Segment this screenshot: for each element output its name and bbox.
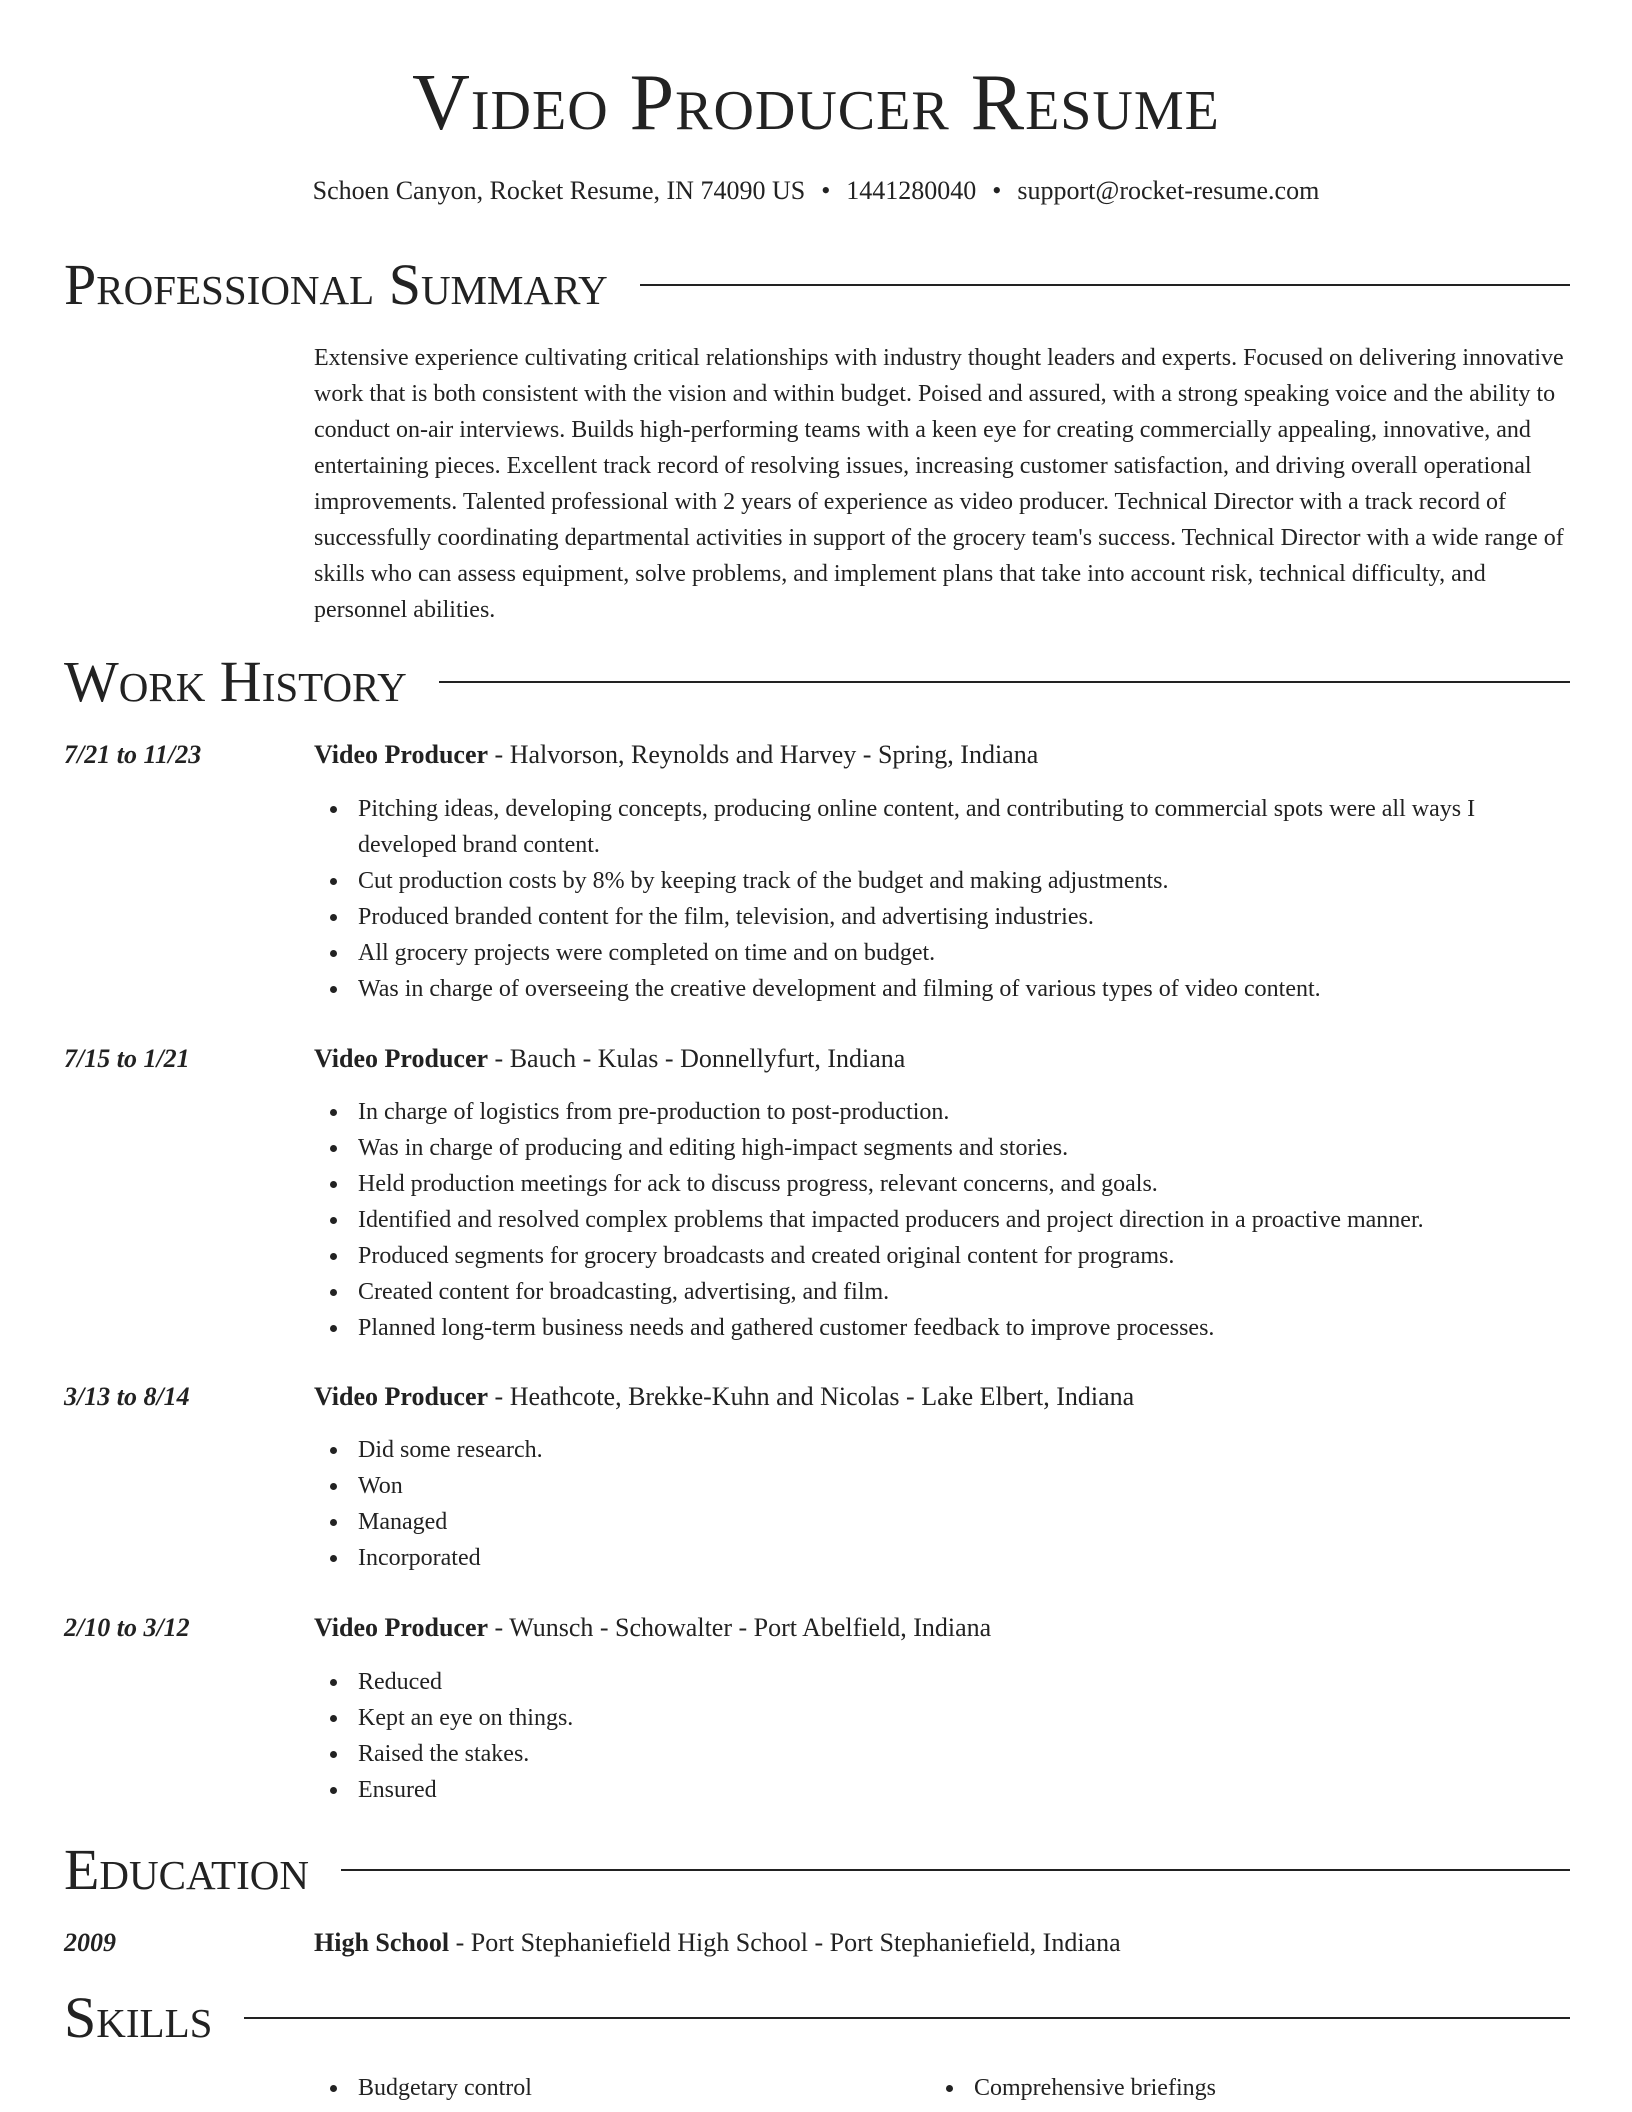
job-heading <box>314 1381 1134 1413</box>
list-item: Created content for broadcasting, advertising, and film. <box>314 1274 1570 1310</box>
education-details: - Port Stephaniefield High School - Port Stephaniefield, Indiana <box>449 1928 1121 1957</box>
list-item: Raised the stakes. <box>314 1736 1570 1772</box>
skills-section-heading <box>64 1986 1570 2050</box>
section-title-summary: Professional Summary <box>64 252 608 317</box>
skill-item: Budgetary control <box>314 2070 930 2106</box>
section-divider <box>341 1869 1570 1871</box>
summary-text: Extensive experience cultivating critical relationships with industry thought leaders and experts. Focused on delivering innovative work that is both consistent with the vision and within budget. Poised and assured, with a strong speaking voice and the ability to conduct on-air interviews. Builds high-performing teams with a keen eye for creating commercially appealing, innovative, and entertaining pieces. Excellent track record of resolving issues, increasing customer satisfaction, and driving overall operational improvements. Talented professional with 2 years of experience as video producer. Technical Director with a track record of successfully coordinating departmental activities in support of the grocery team's success. Technical Director with a wide range of skills who can assess equipment, solve problems, and implement plans that take into account risk, technical difficulty, and personnel abilities. <box>314 345 1564 623</box>
list-item: Pitching ideas, developing concepts, producing online content, and contributing to commercial spots were all ways I developed brand content. <box>314 791 1570 863</box>
list-item: All grocery projects were completed on time and on budget. <box>314 935 1570 971</box>
education-degree: High School <box>314 1928 450 1957</box>
job-heading <box>314 739 1038 771</box>
summary-section-heading <box>64 253 1570 317</box>
list-item: Incorporated <box>314 1540 1570 1576</box>
list-item: Did some research. <box>314 1432 1570 1468</box>
list-item: Reduced <box>314 1664 1570 1700</box>
list-item: Was in charge of overseeing the creative development and filming of various types of video content. <box>314 971 1570 1007</box>
list-item: Cut production costs by 8% by keeping track of the budget and making adjustments. <box>314 863 1570 899</box>
job-title: Video Producer <box>314 1044 489 1073</box>
job-bullets <box>314 1664 1570 1808</box>
education-heading <box>314 1927 1121 1959</box>
job-dates: 3/13 to 8/14 <box>64 1382 190 1411</box>
skills-column-left <box>314 2070 930 2106</box>
skills-grid <box>314 2070 1570 2106</box>
list-item: Planned long-term business needs and gathered customer feedback to improve processes. <box>314 1310 1570 1346</box>
job-dates: 2/10 to 3/12 <box>64 1613 190 1642</box>
job-title: Video Producer <box>314 1382 489 1411</box>
section-divider <box>439 681 1570 683</box>
job-title: Video Producer <box>314 740 489 769</box>
list-item: Produced segments for grocery broadcasts and created original content for programs. <box>314 1238 1570 1274</box>
job-details: - Halvorson, Reynolds and Harvey - Spring, Indiana <box>488 740 1039 769</box>
job-bullets <box>314 1094 1570 1346</box>
section-divider <box>640 284 1570 286</box>
job-details: - Heathcote, Brekke-Kuhn and Nicolas - Lake Elbert, Indiana <box>488 1382 1135 1411</box>
job-bullets <box>314 791 1570 1007</box>
contact-email: support@rocket-resume.com <box>1017 176 1320 205</box>
job-dates: 7/15 to 1/21 <box>64 1044 190 1073</box>
contact-separator: • <box>821 176 831 205</box>
skills-column-right <box>930 2070 1546 2106</box>
job-title: Video Producer <box>314 1613 489 1642</box>
section-title-education: Education <box>64 1837 309 1902</box>
job-heading <box>314 1612 991 1644</box>
resume-title: Video Producer Resume <box>412 59 1220 147</box>
list-item: Identified and resolved complex problems that impacted producers and project direction in a proactive manner. <box>314 1202 1570 1238</box>
education-section-heading <box>64 1838 1570 1902</box>
contact-separator: • <box>992 176 1002 205</box>
job-details: - Bauch - Kulas - Donnellyfurt, Indiana <box>488 1044 906 1073</box>
list-item: Kept an eye on things. <box>314 1700 1570 1736</box>
contact-address: Schoen Canyon, Rocket Resume, IN 74090 US <box>312 176 806 205</box>
section-divider <box>244 2017 1570 2019</box>
list-item: Won <box>314 1468 1570 1504</box>
section-title-skills: Skills <box>64 1985 213 2050</box>
section-title-work: Work History <box>64 649 407 714</box>
education-year: 2009 <box>64 1928 116 1957</box>
job-heading <box>314 1043 905 1075</box>
list-item: Managed <box>314 1504 1570 1540</box>
contact-phone: 1441280040 <box>846 176 977 205</box>
list-item: Held production meetings for ack to discuss progress, relevant concerns, and goals. <box>314 1166 1570 1202</box>
list-item: Produced branded content for the film, television, and advertising industries. <box>314 899 1570 935</box>
job-bullets <box>314 1432 1570 1576</box>
list-item: In charge of logistics from pre-production to post-production. <box>314 1094 1570 1130</box>
list-item: Was in charge of producing and editing high-impact segments and stories. <box>314 1130 1570 1166</box>
contact-line <box>0 176 1632 206</box>
skill-item: Comprehensive briefings <box>930 2070 1546 2106</box>
list-item: Ensured <box>314 1772 1570 1808</box>
work-section-heading <box>64 650 1570 714</box>
job-details: - Wunsch - Schowalter - Port Abelfield, Indiana <box>488 1613 992 1642</box>
job-dates: 7/21 to 11/23 <box>64 740 202 769</box>
